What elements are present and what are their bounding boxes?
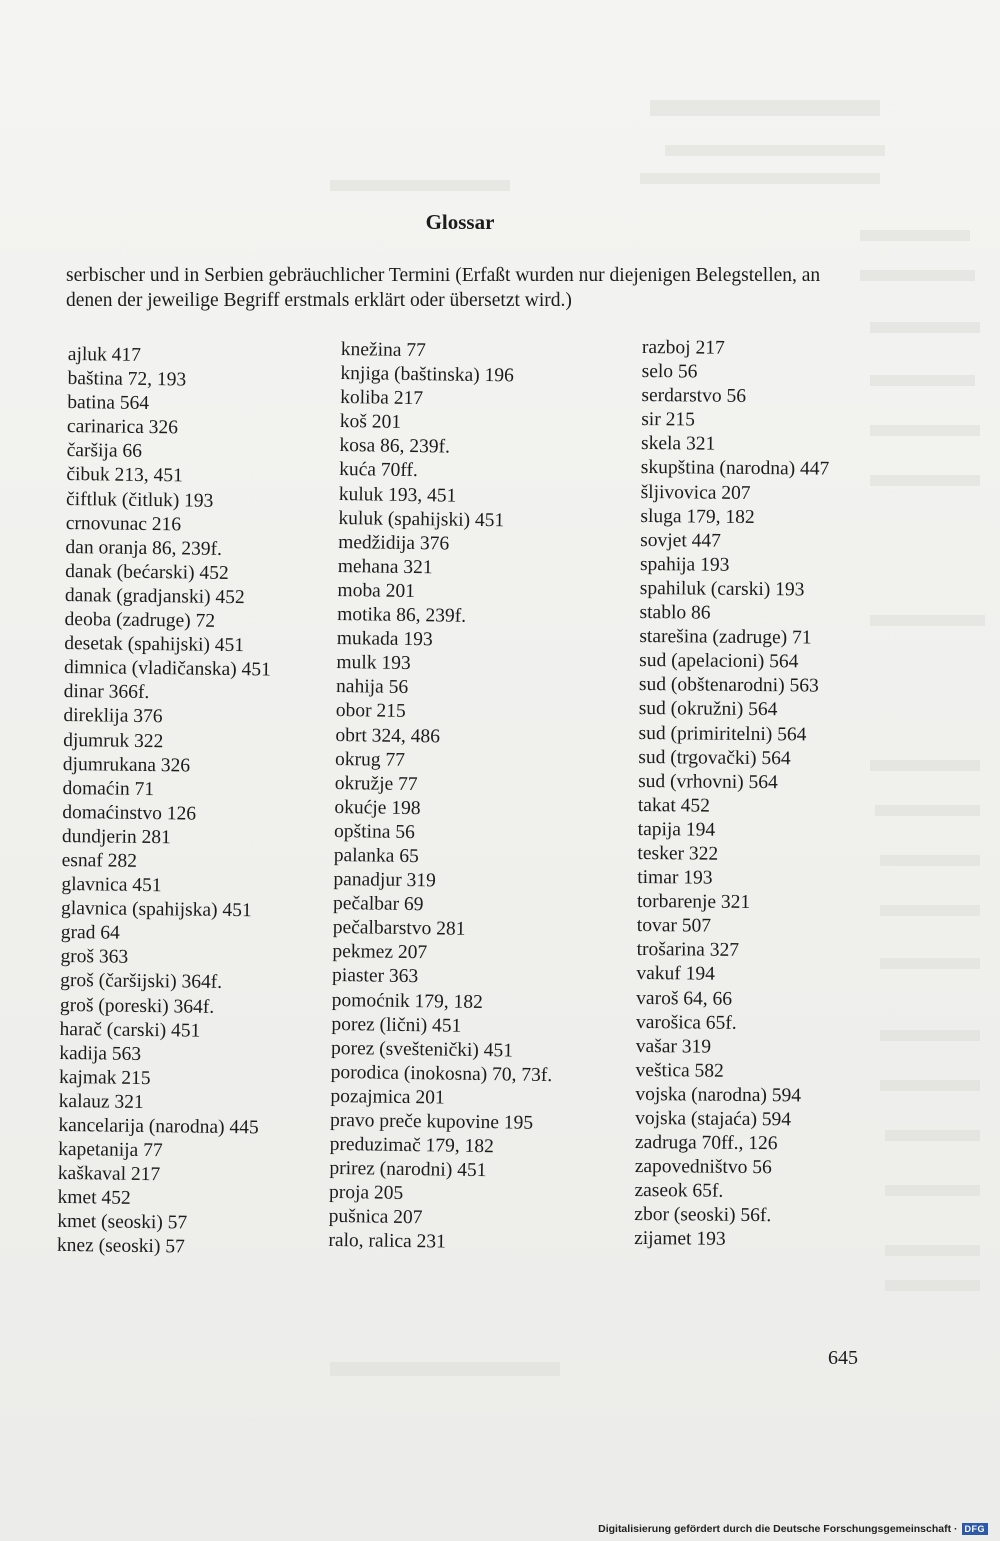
glossary-entry: pečalbar 69 — [332, 893, 424, 916]
glossary-entry: zbor (seoski) 56f. — [634, 1204, 772, 1227]
glossary-entry: mukada 193 — [336, 628, 433, 651]
glossary-entry: knežina 77 — [340, 338, 426, 362]
glossary-entry: palanka 65 — [333, 844, 419, 868]
glossary-column-3 — [634, 336, 830, 1253]
glossary-entry: razboj 217 — [641, 336, 725, 359]
glossary-entry: kapetanija 77 — [58, 1139, 163, 1162]
glossary-entry: kuluk 193, 451 — [338, 483, 457, 507]
glossary-entry: djumrukana 326 — [62, 753, 191, 777]
glossary-entry: nahija 56 — [335, 676, 409, 699]
glossary-entry: danak (bećarski) 452 — [65, 560, 229, 584]
glossary-entry: carinarica 326 — [66, 416, 179, 439]
glossary-entry: skela 321 — [640, 433, 716, 456]
glossary-entry: koš 201 — [339, 411, 402, 434]
glossary-entry: čibuk 213, 451 — [66, 464, 183, 487]
glossary-entry: zadruga 70ff., 126 — [634, 1132, 778, 1155]
page-number: 645 — [828, 1347, 858, 1369]
glossary-entry: groš (čaršijski) 364f. — [60, 970, 223, 994]
glossary-entry: zaseok 65f. — [634, 1180, 724, 1203]
glossary-entry: tesker 322 — [637, 842, 719, 865]
glossary-entry: prirez (narodni) 451 — [329, 1158, 487, 1182]
glossary-entry: pečalbarstvo 281 — [332, 917, 466, 941]
glossary-entry: deoba (zadruge) 72 — [64, 609, 216, 632]
glossary-entry: zapovedništvo 56 — [634, 1156, 772, 1179]
glossary-entry: pušnica 207 — [328, 1206, 423, 1229]
glossary-entry: kmet (seoski) 57 — [57, 1211, 188, 1234]
glossary-entry: piaster 363 — [331, 965, 419, 988]
glossary-entry: vašar 319 — [635, 1035, 712, 1058]
glossary-entry: sud (vrhovni) 564 — [638, 770, 778, 793]
glossary-entry: šljivovica 207 — [640, 481, 751, 504]
glossary-entry: kancelarija (narodna) 445 — [58, 1114, 259, 1139]
glossary-entry: domaćin 71 — [62, 777, 155, 800]
glossary-entry: okućje 198 — [334, 796, 421, 819]
glossary-entry: okružje 77 — [334, 772, 418, 795]
glossary-entry: kuluk (spahijski) 451 — [338, 507, 505, 531]
glossary-entry: desetak (spahijski) 451 — [64, 633, 245, 657]
glossary-entry: danak (gradjanski) 452 — [64, 584, 245, 609]
glossary-entry: tapija 194 — [637, 818, 716, 841]
credit-text: Digitalisierung gefördert durch die Deutsche Forschungsgemeinschaft · — [598, 1523, 958, 1535]
glossary-entry: opština 56 — [333, 820, 415, 843]
glossary-entry: vakuf 194 — [636, 963, 716, 986]
glossary-entry: varoš 64, 66 — [636, 987, 733, 1010]
glossary-entry: sir 215 — [641, 409, 695, 431]
glossary-entry: groš (poreski) 364f. — [59, 994, 215, 1018]
glossary-entry: proja 205 — [328, 1182, 404, 1205]
glossary-entry: sluga 179, 182 — [640, 505, 755, 528]
glossary-entry: medžidija 376 — [338, 531, 450, 555]
glossary-entry: knez (seoski) 57 — [56, 1235, 185, 1258]
glossary-entry: spahiluk (carski) 193 — [639, 577, 805, 601]
glossary-entry: starešina (zadruge) 71 — [639, 626, 812, 649]
glossary-entry: takat 452 — [637, 794, 711, 817]
glossary-entry: knjiga (baštinska) 196 — [340, 363, 514, 387]
glossary-entry: kadija 563 — [59, 1042, 142, 1065]
glossary-entry: serdarstvo 56 — [641, 385, 747, 408]
glossary-entry: dinar 366f. — [63, 681, 150, 704]
glossary-entry: veštica 582 — [635, 1059, 724, 1082]
glossary-entry: dundjerin 281 — [61, 825, 171, 849]
glossary-entry: kmet 452 — [57, 1187, 131, 1210]
glossary-entry: sud (primiritelni) 564 — [638, 722, 807, 745]
glossary-entry: djumruk 322 — [63, 729, 164, 752]
glossary-entry: porodica (inokosna) 70, 73f. — [330, 1061, 553, 1086]
glossary-entry: harač (carski) 451 — [59, 1018, 201, 1042]
glossary-entry: okrug 77 — [334, 748, 406, 771]
glossary-column-2 — [328, 338, 562, 1257]
glossary-entry: mehana 321 — [337, 555, 433, 579]
glossary-entry: panadjur 319 — [333, 869, 436, 892]
glossary-entry: mulk 193 — [336, 652, 411, 675]
glossary-column-1 — [57, 343, 275, 1261]
glossary-entry: crnovunac 216 — [65, 512, 182, 536]
glossary-entry: baština 72, 193 — [67, 368, 187, 391]
glossary-entry: obor 215 — [335, 700, 406, 723]
glossary-entry: dan oranja 86, 239f. — [65, 536, 223, 560]
glossary-entry: ajluk 417 — [67, 343, 142, 366]
glossary-intro: serbischer und in Serbien gebräuchlicher Termini (Erfaßt wurden nur diejenigen Belegstellen, an denen der jeweilige Begriff erstmals erklärt oder übersetzt wird.) — [66, 265, 821, 311]
glossary-entry: moba 201 — [337, 579, 416, 602]
glossary-entry: grad 64 — [60, 922, 120, 944]
glossary-entry: esnaf 282 — [61, 849, 138, 872]
glossary-entry: čaršija 66 — [66, 440, 143, 463]
glossary-entry: vojska (narodna) 594 — [635, 1083, 802, 1107]
glossary-entry: timar 193 — [637, 867, 713, 889]
glossary-entry: pozajmica 201 — [330, 1085, 445, 1109]
glossary-entry: motika 86, 239f. — [336, 604, 467, 627]
glossary-entry: tovar 507 — [636, 915, 712, 937]
glossary-entry: kajmak 215 — [58, 1066, 151, 1089]
glossary-entry: varošica 65f. — [635, 1011, 737, 1034]
glossary-entry: sud (obštenarodni) 563 — [638, 674, 819, 697]
glossary-entry: trošarina 327 — [636, 939, 740, 962]
glossary-entry: porez (lični) 451 — [331, 1013, 462, 1037]
glossary-entry: pomoćnik 179, 182 — [331, 989, 484, 1013]
glossary-entry: kaškaval 217 — [57, 1163, 161, 1186]
glossary-entry: kosa 86, 239f. — [339, 435, 451, 458]
glossary-entry: sud (okružni) 564 — [638, 698, 778, 721]
page-title: Glossar — [425, 210, 495, 234]
glossary-entry: kalauz 321 — [58, 1090, 144, 1113]
glossary-entry: glavnica (spahijska) 451 — [60, 898, 252, 922]
glossary-entry: stablo 86 — [639, 602, 711, 624]
glossary-entry: spahija 193 — [639, 553, 730, 576]
glossary-entry: obrt 324, 486 — [335, 724, 441, 747]
digitization-credit — [598, 1523, 988, 1535]
glossary-entry: batina 564 — [67, 392, 150, 415]
glossary-entry: direklija 376 — [63, 705, 163, 728]
glossary-entry: glavnica 451 — [61, 874, 162, 897]
glossary-entry: torbarenje 321 — [636, 891, 751, 914]
glossary-entry: ralo, ralica 231 — [328, 1230, 447, 1254]
glossary-entry: sud (apelacioni) 564 — [639, 650, 799, 673]
glossary-entry: porez (sveštenički) 451 — [330, 1037, 514, 1062]
glossary-entry: skupština (narodna) 447 — [640, 457, 830, 481]
glossary-entry: groš 363 — [60, 946, 129, 969]
glossary-entry: sovjet 447 — [640, 529, 722, 552]
glossary-entry: koliba 217 — [340, 387, 424, 410]
glossary-entry: sud (trgovački) 564 — [638, 746, 791, 769]
glossary-entry: čiftluk (čitluk) 193 — [65, 488, 214, 512]
glossary-entry: pekmez 207 — [332, 941, 428, 964]
dfg-logo: DFG — [962, 1523, 989, 1535]
glossary-entry: zijamet 193 — [634, 1228, 726, 1251]
glossary-entry: pravo preče kupovine 195 — [329, 1109, 534, 1134]
glossary-entry: preduzimač 179, 182 — [329, 1134, 494, 1158]
glossary-entry: kuća 70ff. — [339, 459, 418, 482]
glossary-entry: vojska (stajaća) 594 — [635, 1107, 792, 1131]
glossary-entry: selo 56 — [641, 361, 698, 383]
glossary-entry: dimnica (vladičanska) 451 — [63, 657, 272, 681]
glossary-entry: domaćinstvo 126 — [62, 801, 197, 825]
